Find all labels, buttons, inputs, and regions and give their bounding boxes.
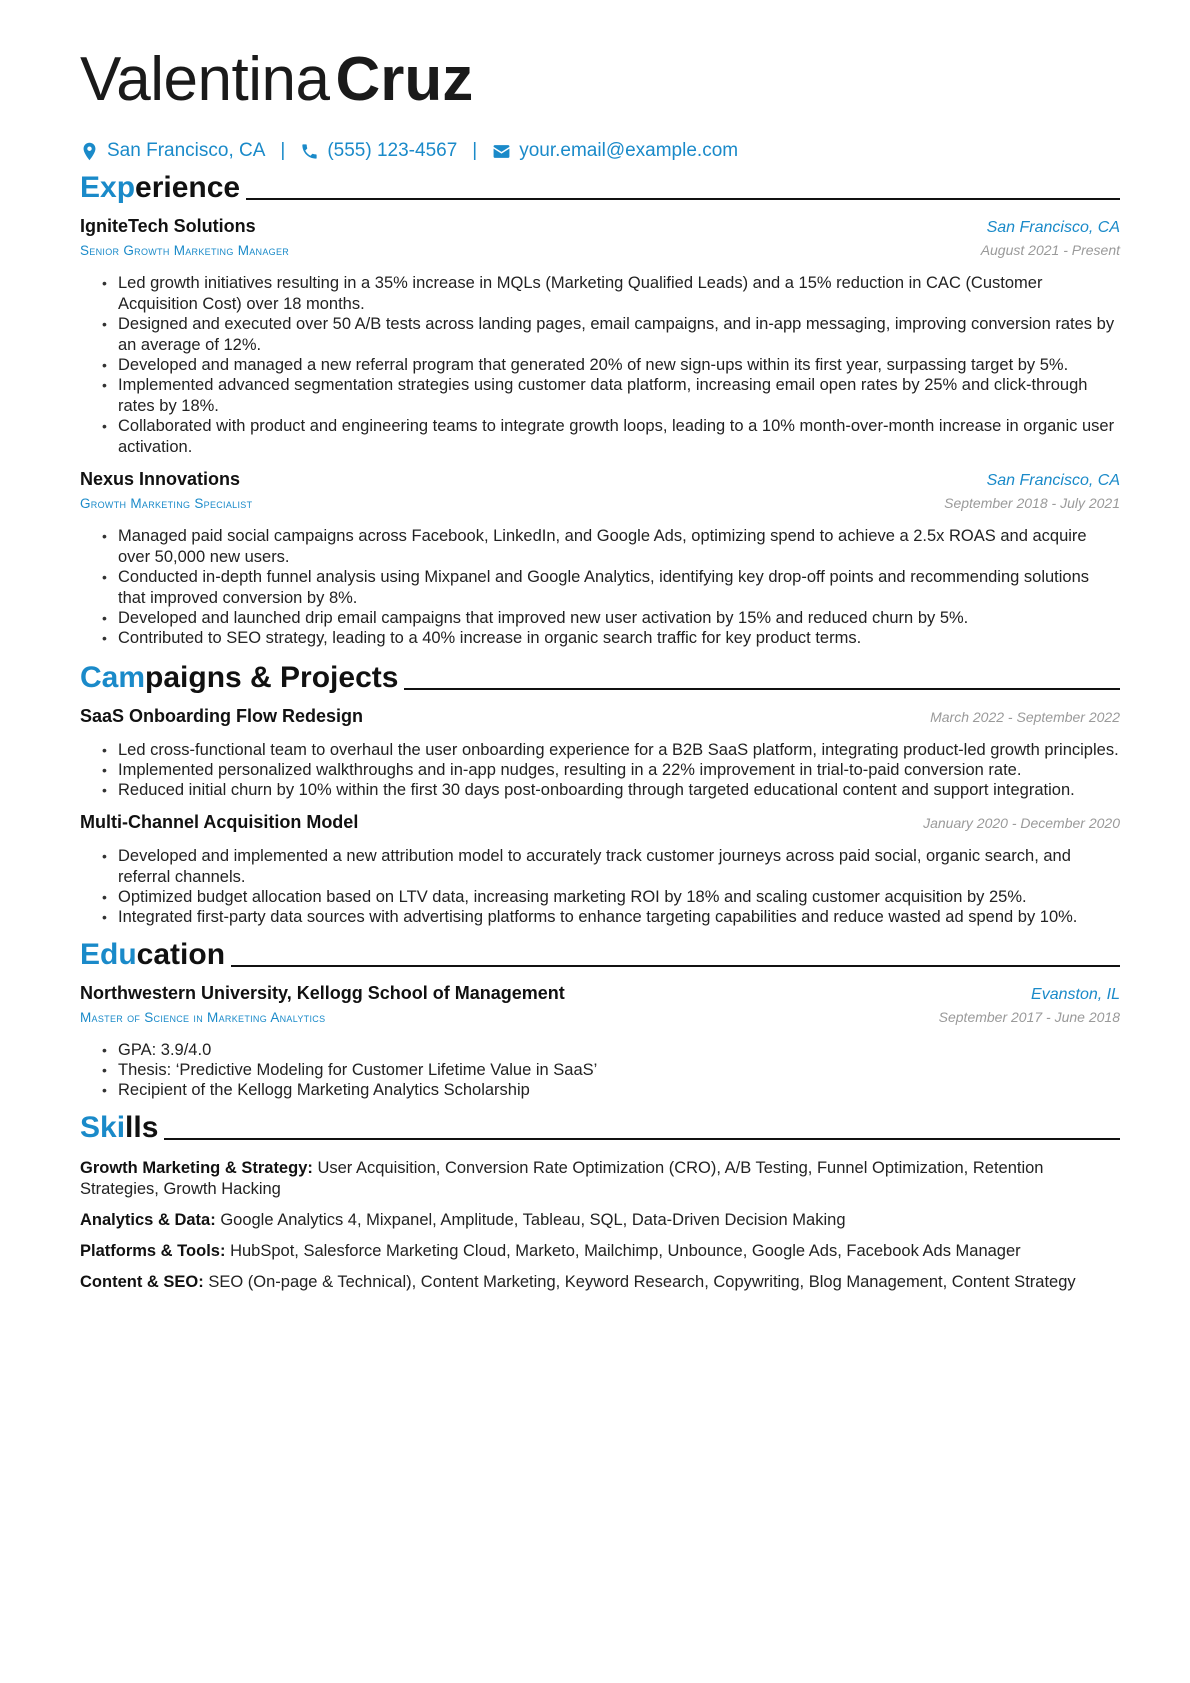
job-bullets [80,526,1120,649]
last-name: Cruz [335,45,474,114]
experience-entry-nexus [80,467,1120,649]
contact-location [80,140,265,162]
project-bullets [80,846,1120,928]
section-title-rest: erience [135,171,241,204]
skill-label: Analytics & Data: [80,1211,216,1229]
bullet-item: • Led growth initiatives resulting in a 35% increase in MQLs (Marketing Qualified Leads) and a 15% reduction in CAC (Customer Acquisition Cost) over 18 months. [118,273,1120,315]
bullet-item: • Implemented personalized walkthroughs and in-app nudges, resulting in a 22% improvement in trial-to-paid conversion rate. [118,760,1120,781]
contact-email[interactable] [492,140,738,162]
company-location: San Francisco, CA [986,472,1120,489]
bullet-item: • Led cross-functional team to overhaul the user onboarding experience for a B2B SaaS platform, integrating product-led growth principles. [118,740,1120,761]
section-title-accent: Ski [80,1111,126,1144]
candidate-name [80,44,1120,116]
section-title-accent: Exp [80,171,136,204]
skill-label: Content & SEO: [80,1273,204,1291]
phone-text: (555) 123-4567 [327,140,458,161]
contact-separator: | [472,140,478,161]
school-name: Northwestern University, Kellogg School of Management [80,983,565,1003]
section-rule [231,965,1120,967]
skill-label: Growth Marketing & Strategy: [80,1159,313,1177]
bullet-item: • Collaborated with product and engineering teams to integrate growth loops, leading to a 10% month-over-month increase in organic user activation. [118,416,1120,458]
job-bullets [80,273,1120,458]
phone-icon [300,142,319,161]
skill-row [80,1241,1120,1262]
section-title-accent: Edu [80,938,137,971]
job-title: Growth Marketing Specialist [80,496,253,511]
bullet-item: • Contributed to SEO strategy, leading to a 40% increase in organic search traffic for key product terms. [118,628,1120,649]
school-location: Evanston, IL [1031,986,1120,1003]
project-title: SaaS Onboarding Flow Redesign [80,706,364,726]
section-education-header [80,937,1120,973]
company-name: Nexus Innovations [80,469,241,489]
skill-value: Google Analytics 4, Mixpanel, Amplitude, Tableau, SQL, Data-Driven Decision Making [220,1211,846,1229]
bullet-item: • GPA: 3.9/4.0 [118,1040,1120,1061]
section-title-rest: cation [136,938,226,971]
project-dates: March 2022 - September 2022 [930,709,1120,725]
education-bullets [80,1040,1120,1101]
email-link[interactable]: your.email@example.com [519,140,739,161]
first-name: Valentina [80,45,330,114]
education-dates: September 2017 - June 2018 [938,1009,1120,1025]
bullet-item: • Developed and implemented a new attribution model to accurately track customer journeys across paid social, organic search, and referral channels. [118,846,1120,888]
experience-entry-ignitetech [80,214,1120,458]
section-title-rest: paigns & Projects [145,661,399,694]
bullet-item: • Developed and launched drip email campaigns that improved new user activation by 15% and reduced churn by 5%. [118,608,1120,629]
project-title: Multi-Channel Acquisition Model [80,812,359,832]
bullet-item: • Recipient of the Kellogg Marketing Analytics Scholarship [118,1080,1120,1101]
contact-bar [80,138,1120,164]
section-experience-header [80,170,1120,206]
degree-name: Master of Science in Marketing Analytics [80,1010,326,1025]
skill-row [80,1210,1120,1231]
section-rule [246,198,1120,200]
section-rule [164,1138,1120,1140]
job-dates: August 2021 - Present [980,242,1120,258]
skill-label: Platforms & Tools: [80,1242,226,1260]
bullet-item: • Managed paid social campaigns across Facebook, LinkedIn, and Google Ads, optimizing spend to achieve a 2.5x ROAS and acquire over 50,000 new users. [118,526,1120,568]
skill-value: HubSpot, Salesforce Marketing Cloud, Marketo, Mailchimp, Unbounce, Google Ads, Facebook Ads Manager [230,1242,1021,1260]
contact-separator: | [280,140,286,161]
section-skills-header [80,1110,1120,1146]
resume-page [80,44,1120,1303]
job-title: Senior Growth Marketing Manager [80,243,290,258]
skill-value: User Acquisition, Conversion Rate Optimization (CRO), A/B Testing, Funnel Optimization, Retention Strategies, Growth Hacking [80,1159,1044,1198]
job-dates: September 2018 - July 2021 [944,495,1120,511]
company-name: IgniteTech Solutions [80,216,256,236]
company-location: San Francisco, CA [986,219,1120,236]
skills-list [80,1158,1120,1293]
bullet-item: • Integrated first-party data sources with advertising platforms to enhance targeting capabilities and reduce wasted ad spend by 10%. [118,907,1120,928]
skill-row [80,1158,1120,1200]
bullet-item: • Designed and executed over 50 A/B tests across landing pages, email campaigns, and in-app messaging, improving conversion rates by an average of 12%. [118,314,1120,356]
bullet-item: • Thesis: ‘Predictive Modeling for Customer Lifetime Value in SaaS’ [118,1060,1120,1081]
project-dates: January 2020 - December 2020 [923,815,1120,831]
envelope-icon [492,142,511,161]
project-bullets [80,740,1120,801]
bullet-item: • Conducted in-depth funnel analysis using Mixpanel and Google Analytics, identifying key drop-off points and recommending solutions that improved conversion by 8%. [118,567,1120,609]
bullet-item: • Optimized budget allocation based on LTV data, increasing marketing ROI by 18% and scaling customer acquisition by 25%. [118,887,1120,908]
skill-row [80,1272,1120,1293]
education-entry [80,981,1120,1101]
contact-phone[interactable] [300,140,457,162]
section-rule [404,688,1120,690]
bullet-item: • Reduced initial churn by 10% within the first 30 days post-onboarding through targeted educational content and support integration. [118,780,1120,801]
project-entry-acquisition [80,810,1120,928]
section-projects-header [80,660,1120,696]
project-entry-onboarding [80,704,1120,801]
bullet-item: • Developed and managed a new referral program that generated 20% of new sign-ups within its first year, surpassing target by 5%. [118,355,1120,376]
bullet-item: • Implemented advanced segmentation strategies using customer data platform, increasing email open rates by 25% and click-through rates by 18%. [118,375,1120,417]
section-title-rest: lls [125,1111,159,1144]
skill-value: SEO (On-page & Technical), Content Marketing, Keyword Research, Copywriting, Blog Management, Content Strategy [208,1273,1076,1291]
map-pin-icon [80,142,99,161]
location-text: San Francisco, CA [107,140,266,161]
section-title-accent: Cam [80,661,146,694]
